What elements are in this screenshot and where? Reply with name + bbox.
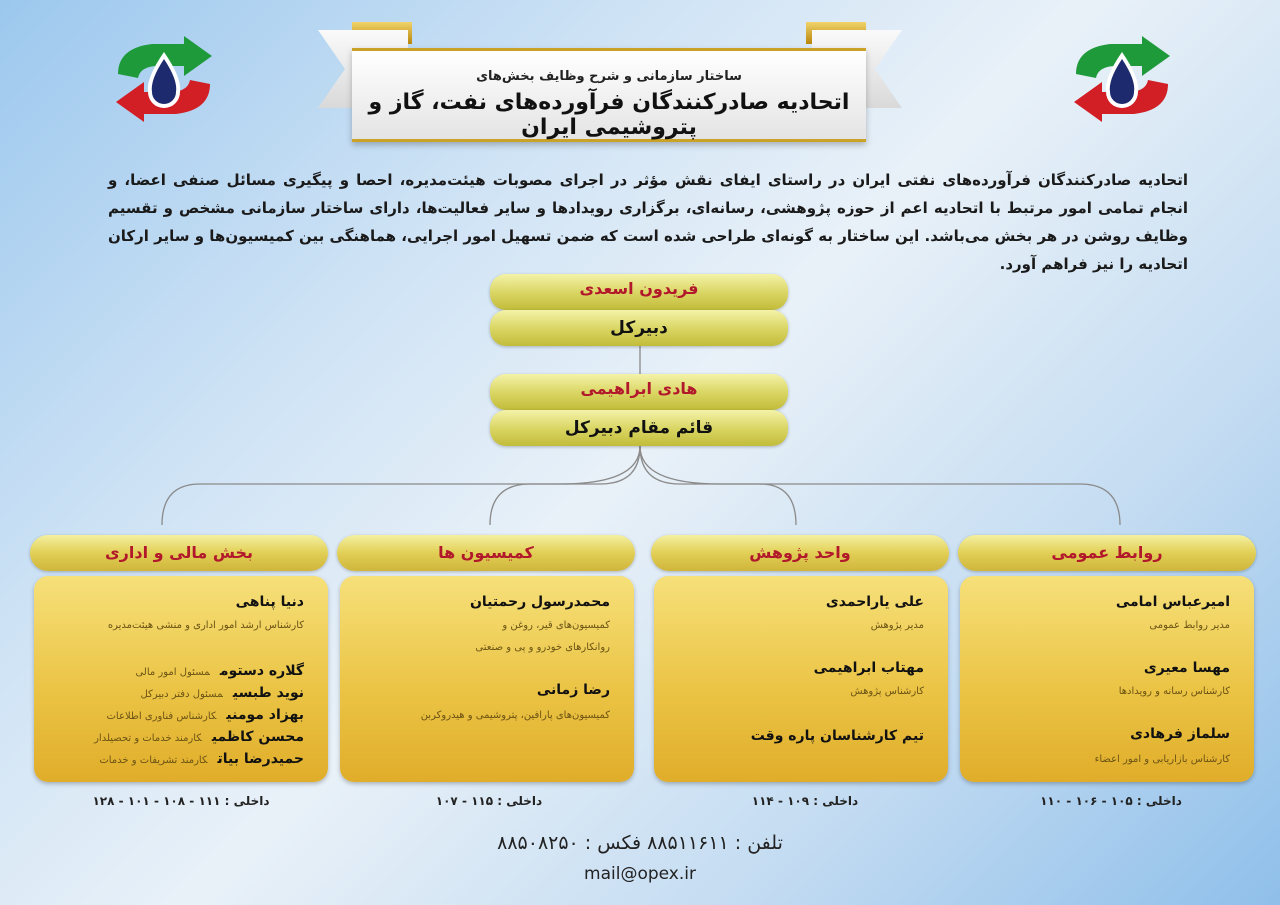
banner-subtitle: ساختار سازمانی و شرح وظایف بخش‌های [476,69,742,84]
staff-row [94,726,304,748]
dept-commissions-extensions: داخلی : ۱۱۵ - ۱۰۷ [435,794,543,808]
dept-public-relations-header: روابط عمومی [958,535,1256,571]
dept-research-header: واحد پژوهش [651,535,949,571]
person-name: امیرعباس امامی [1115,594,1230,610]
person-name: رضا زمانی [536,682,610,698]
person-role: کمیسیون‌های پارافین، پتروشیمی و هیدروکربن [420,710,610,721]
person-name: دنیا پناهی [235,594,304,610]
person-role: کارشناس بازاریابی و امور اعضاء [1094,754,1230,765]
secretary-general-name: فریدون اسعدی [490,274,788,310]
person-role: کارشناس فناوری اطلاعات [106,711,217,722]
dept-public-relations-extensions: داخلی : ۱۰۵ - ۱۰۶ - ۱۱۰ [1040,794,1182,808]
person-name: علی یاراحمدی [825,594,924,610]
dept-finance-card [34,576,328,782]
person-role: کمیسیون‌های قیر، روغن و [502,620,610,631]
dept-commissions-header: کمیسیون ها [337,535,635,571]
staff-row [140,682,304,704]
person-role: مدیر روابط عمومی [1149,620,1230,631]
person-name: حمیدرضا بیات [217,751,304,767]
person-name: مهسا معیری [1143,660,1230,676]
person-name: تیم کارشناسان پاره وقت [750,728,924,744]
person-role: کارشناس ارشد امور اداری و منشی هیئت‌مدیره [107,620,304,631]
person-role: کارشناس رسانه و رویدادها [1118,686,1230,697]
dept-commissions-card [340,576,634,782]
person-role: مسئول دفتر دبیرکل [140,689,223,700]
person-role: مسئول امور مالی [135,667,210,678]
staff-row [135,660,304,682]
dept-finance-header: بخش مالی و اداری [30,535,328,571]
deputy-role: قائم مقام دبیرکل [490,410,788,446]
dept-public-relations-card [960,576,1254,782]
person-name: محسن کاظمی [211,729,304,745]
person-role-line2: روانکارهای خودرو و پی و صنعتی [475,642,610,653]
person-role: کارمند خدمات و تحصیلدار [94,733,202,744]
person-name: مهتاب ابراهیمی [813,660,924,676]
dept-research-card [654,576,948,782]
person-name: محمدرسول رحمتیان [469,594,610,610]
secretary-general-role: دبیرکل [490,310,788,346]
person-name: بهزاد مومنی [226,707,304,723]
person-role: کارمند تشریفات و خدمات [99,755,208,766]
person-name: سلماز فرهادی [1130,726,1230,742]
intro-paragraph: اتحادیه صادرکنندگان فرآورده‌های نفتی ایران در راستای ایفای نقش مؤثر در اجرای مصوبات هیئت‌مدیره، احصا و پیگیری مسائل صنفی اعضا، و انجام تمامی امور مرتبط با اتحادیه اعم از حوزه پژوهشی، رسانه‌ای، برگزاری رویدادها و سایر فعالیت‌ها، دارای ساختار سازمانی مشخص و تقسیم وظایف روشن در هر بخش می‌باشد. این ساختار به گونه‌ای طراحی شده است که ضمن تسهیل امور اجرایی، هماهنگی بین کمیسیون‌ها و سایر ارکان اتحادیه را نیز فراهم آورد. [108,171,1188,273]
contact-email[interactable]: mail@opex.ir [584,864,696,884]
staff-row [99,748,304,770]
dept-research-extensions: داخلی : ۱۰۹ - ۱۱۴ [751,794,859,808]
person-role: کارشناس پژوهش [850,686,924,697]
person-name: گلاره دستوم [219,663,304,679]
staff-row [107,704,304,726]
person-role: مدیر پژوهش [870,620,924,631]
banner-title: اتحادیه صادرکنندگان فرآورده‌های نفت، گاز و پتروشیمی ایران [368,90,850,140]
person-name: نوید طبسی [232,685,304,701]
contact-phone-fax: تلفن : ۸۸۵۱۱۶۱۱ فکس : ۸۸۵۰۸۲۵۰ [497,832,783,854]
deputy-name: هادی ابراهیمی [490,374,788,410]
dept-finance-extensions: داخلی : ۱۱۱ - ۱۰۸ - ۱۰۱ - ۱۲۸ [92,794,270,808]
